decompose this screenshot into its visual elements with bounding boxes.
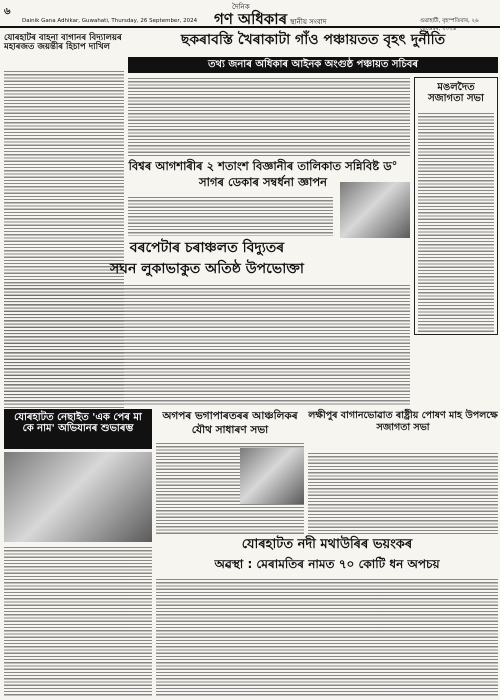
jorhat-nesha-body	[4, 546, 152, 696]
section-label: স্থানীয় সংবাদ	[290, 18, 327, 26]
lakhimpur-headline: লক্ষীপুৰ বাগানভোৱাত ৰাষ্ট্ৰীয় পোষণ মাহ উপলক্ষে সজাগতা সভা	[308, 410, 498, 434]
lakhimpur-body	[308, 452, 498, 536]
page-number: ৬	[4, 6, 11, 17]
main-headline: ছকৰাবস্তি খৈৰাকাটা গাঁও পঞ্চায়তত বৃহৎ দুৰ্নীতি	[180, 32, 446, 48]
barpeta-headline: বৰপেটাৰ চৰাঞ্চলত বিদ্যুতৰ	[129, 240, 285, 256]
scientist-headline: বিশ্বৰ আগশাৰীৰ ২ শতাংশ বিজ্ঞানীৰ তালিকাত সন্নিবিষ্ট ড° সাগৰ ডেকাৰ সম্বৰ্ধনা জ্ঞাপন	[128, 159, 398, 189]
river-subheadline: অৱস্থা : মেৰামতিৰ নামত ৭০ কোটি ধন অপচয়	[214, 557, 440, 571]
daily-label: দৈনিক	[232, 3, 250, 11]
main-story-body	[128, 77, 410, 157]
dateline-assamese: গুৱাহাটী, বৃহস্পতিবাৰ, ২৬ ছেপ্তেম্বৰ, ২০২৪	[420, 18, 479, 32]
jorhat-nesha-headline: যোৰহাটত নেছাইত 'এক পেৰ মা কে নাম' অভিযানৰ শুভাৰম্ভ	[4, 409, 152, 449]
scientist-story-body	[128, 196, 333, 236]
agp-meeting-photo	[240, 448, 304, 504]
river-headline: যোৰহাটত নদী মথাউৰিৰ ভয়ংকৰ	[241, 537, 413, 552]
right-column-headline: মঙলদৈত সজাগতা সভা	[428, 82, 484, 104]
scientist-photo	[340, 182, 410, 238]
dateline-english: Dainik Gana Adhikar, Guwahati, Thursday, 26 September, 2024	[22, 18, 198, 24]
barpeta-story-body	[4, 284, 410, 406]
river-story-body	[156, 578, 498, 696]
main-subheadline: তথ্য জনাৰ অধিকাৰ আইনক অংগুষ্ঠ পঞ্চায়ত সচিবৰ	[128, 57, 498, 73]
jorhat-nesha-photo	[4, 452, 152, 542]
agp-meeting-headline: অগপৰ ভগাপাৰতৰৰ আঞ্চলিকৰ যৌথ সাধাৰণ সভা	[162, 410, 298, 436]
story-headline-bahana-school: যোৰহাটৰ বাহনা বাগানৰ বিদ্যালয়ৰ মহাৰজত জয়ন্তীৰ হিচাপ দাখিল	[4, 33, 122, 53]
newspaper-logo: গণ অধিকাৰ	[214, 10, 288, 28]
barpeta-subheadline: সঘন লুকাভাকুত অতিষ্ঠ উপভোক্তা	[110, 261, 304, 277]
right-column-body	[418, 112, 494, 332]
